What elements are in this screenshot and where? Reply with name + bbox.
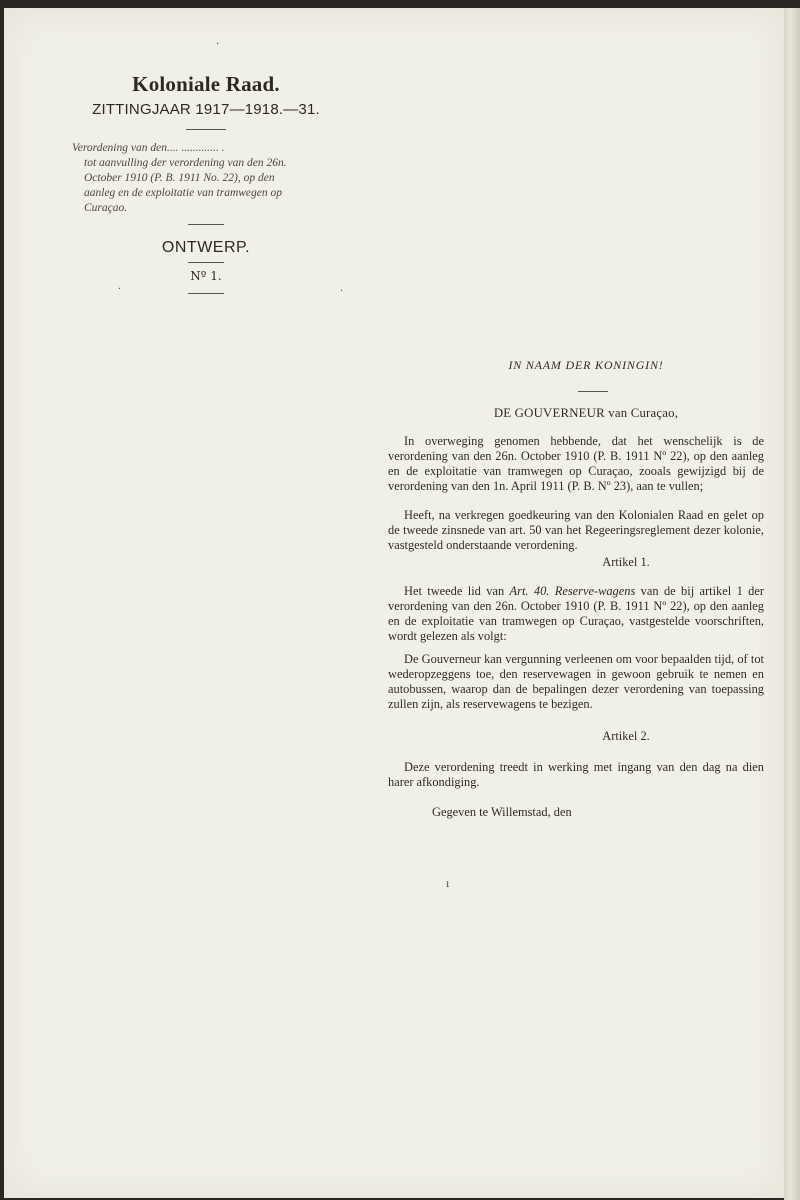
divider (188, 262, 224, 263)
speck-mark: ı (446, 879, 450, 890)
governor-heading: DE GOUVERNEUR van Curaçao, (493, 406, 679, 420)
speck-mark: · (216, 39, 220, 50)
article-reference: Art. 40. Reserve-wagens (509, 584, 636, 598)
article-1-text: De Gouverneur kan vergunning verleenen om voor bepaalden tijd, of tot wederopzeggens toe, den reservewagen in gewoon gebruik te nemen en autobussen, waarop dan de bepalingen dezer verordening van toepassing zullen zijn, als reservewagens te bezigen. (388, 652, 764, 711)
given-at-line: Gegeven te Willemstad, den (432, 805, 572, 819)
session-year: ZITTINGJAAR 1917—1918.—31. (92, 101, 320, 118)
speck-mark: · (340, 286, 344, 297)
article-1-intro (388, 584, 764, 644)
article-2-heading: Artikel 2. (602, 729, 650, 743)
draft-label: ONTWERP. (161, 239, 251, 256)
article-1-intro-post: van de bij artikel 1 der verordening van den 26n. October 1910 (P. B. 1911 Nº 22), op den aanleg en de exploitatie van tramwegen op Curaçao, vastgestelde voorschriften, wordt gelezen als volgt: (388, 584, 765, 643)
ordinance-title-line: Verordening van den.... ............. . (72, 142, 225, 154)
enactment-paragraph: Heeft, na verkregen goedkeuring van den Kolonialen Raad en gelet op de tweede zinsnede van art. 50 van het Regeeringsreglement dezer kolonie, vastgesteld onderstaande verordening. (388, 508, 764, 552)
article-1-intro-pre: Het tweede lid van (404, 584, 510, 598)
ordinance-title-line: Curaçao. (84, 202, 128, 214)
page-edge (784, 8, 800, 1200)
invocation: IN NAAM DER KONINGIN! (508, 358, 664, 372)
ordinance-title-line: aanleg en de exploitatie van tramwegen op (84, 187, 283, 199)
article-2-text: Deze verordening treedt in werking met ingang van den dag na dien harer afkondiging. (388, 760, 764, 789)
ordinance-title-line: October 1910 (P. B. 1911 No. 22), op den (84, 172, 275, 184)
ordinance-title-line: tot aanvulling der verordening van den 26n. (84, 157, 287, 169)
title-block (72, 72, 340, 305)
draft-number: Nº 1. (190, 269, 222, 283)
divider (188, 293, 224, 294)
council-heading: Koloniale Raad. (132, 72, 280, 96)
divider (186, 129, 226, 130)
ordinance-body (388, 358, 764, 820)
divider (578, 391, 608, 392)
divider (188, 224, 224, 225)
article-1-heading: Artikel 1. (602, 555, 650, 569)
ordinance-title (72, 141, 340, 216)
speck-mark: · (118, 284, 122, 295)
preamble-paragraph: In overweging genomen hebbende, dat het wenschelijk is de verordening van den 26n. October 1910 (P. B. 1911 Nº 22), op den aanleg en de exploitatie van tramwegen op Curaçao, zooals gewijzigd bij de verordening van den 1n. April 1911 (P. B. Nº 23), aan te vullen; (388, 434, 764, 493)
